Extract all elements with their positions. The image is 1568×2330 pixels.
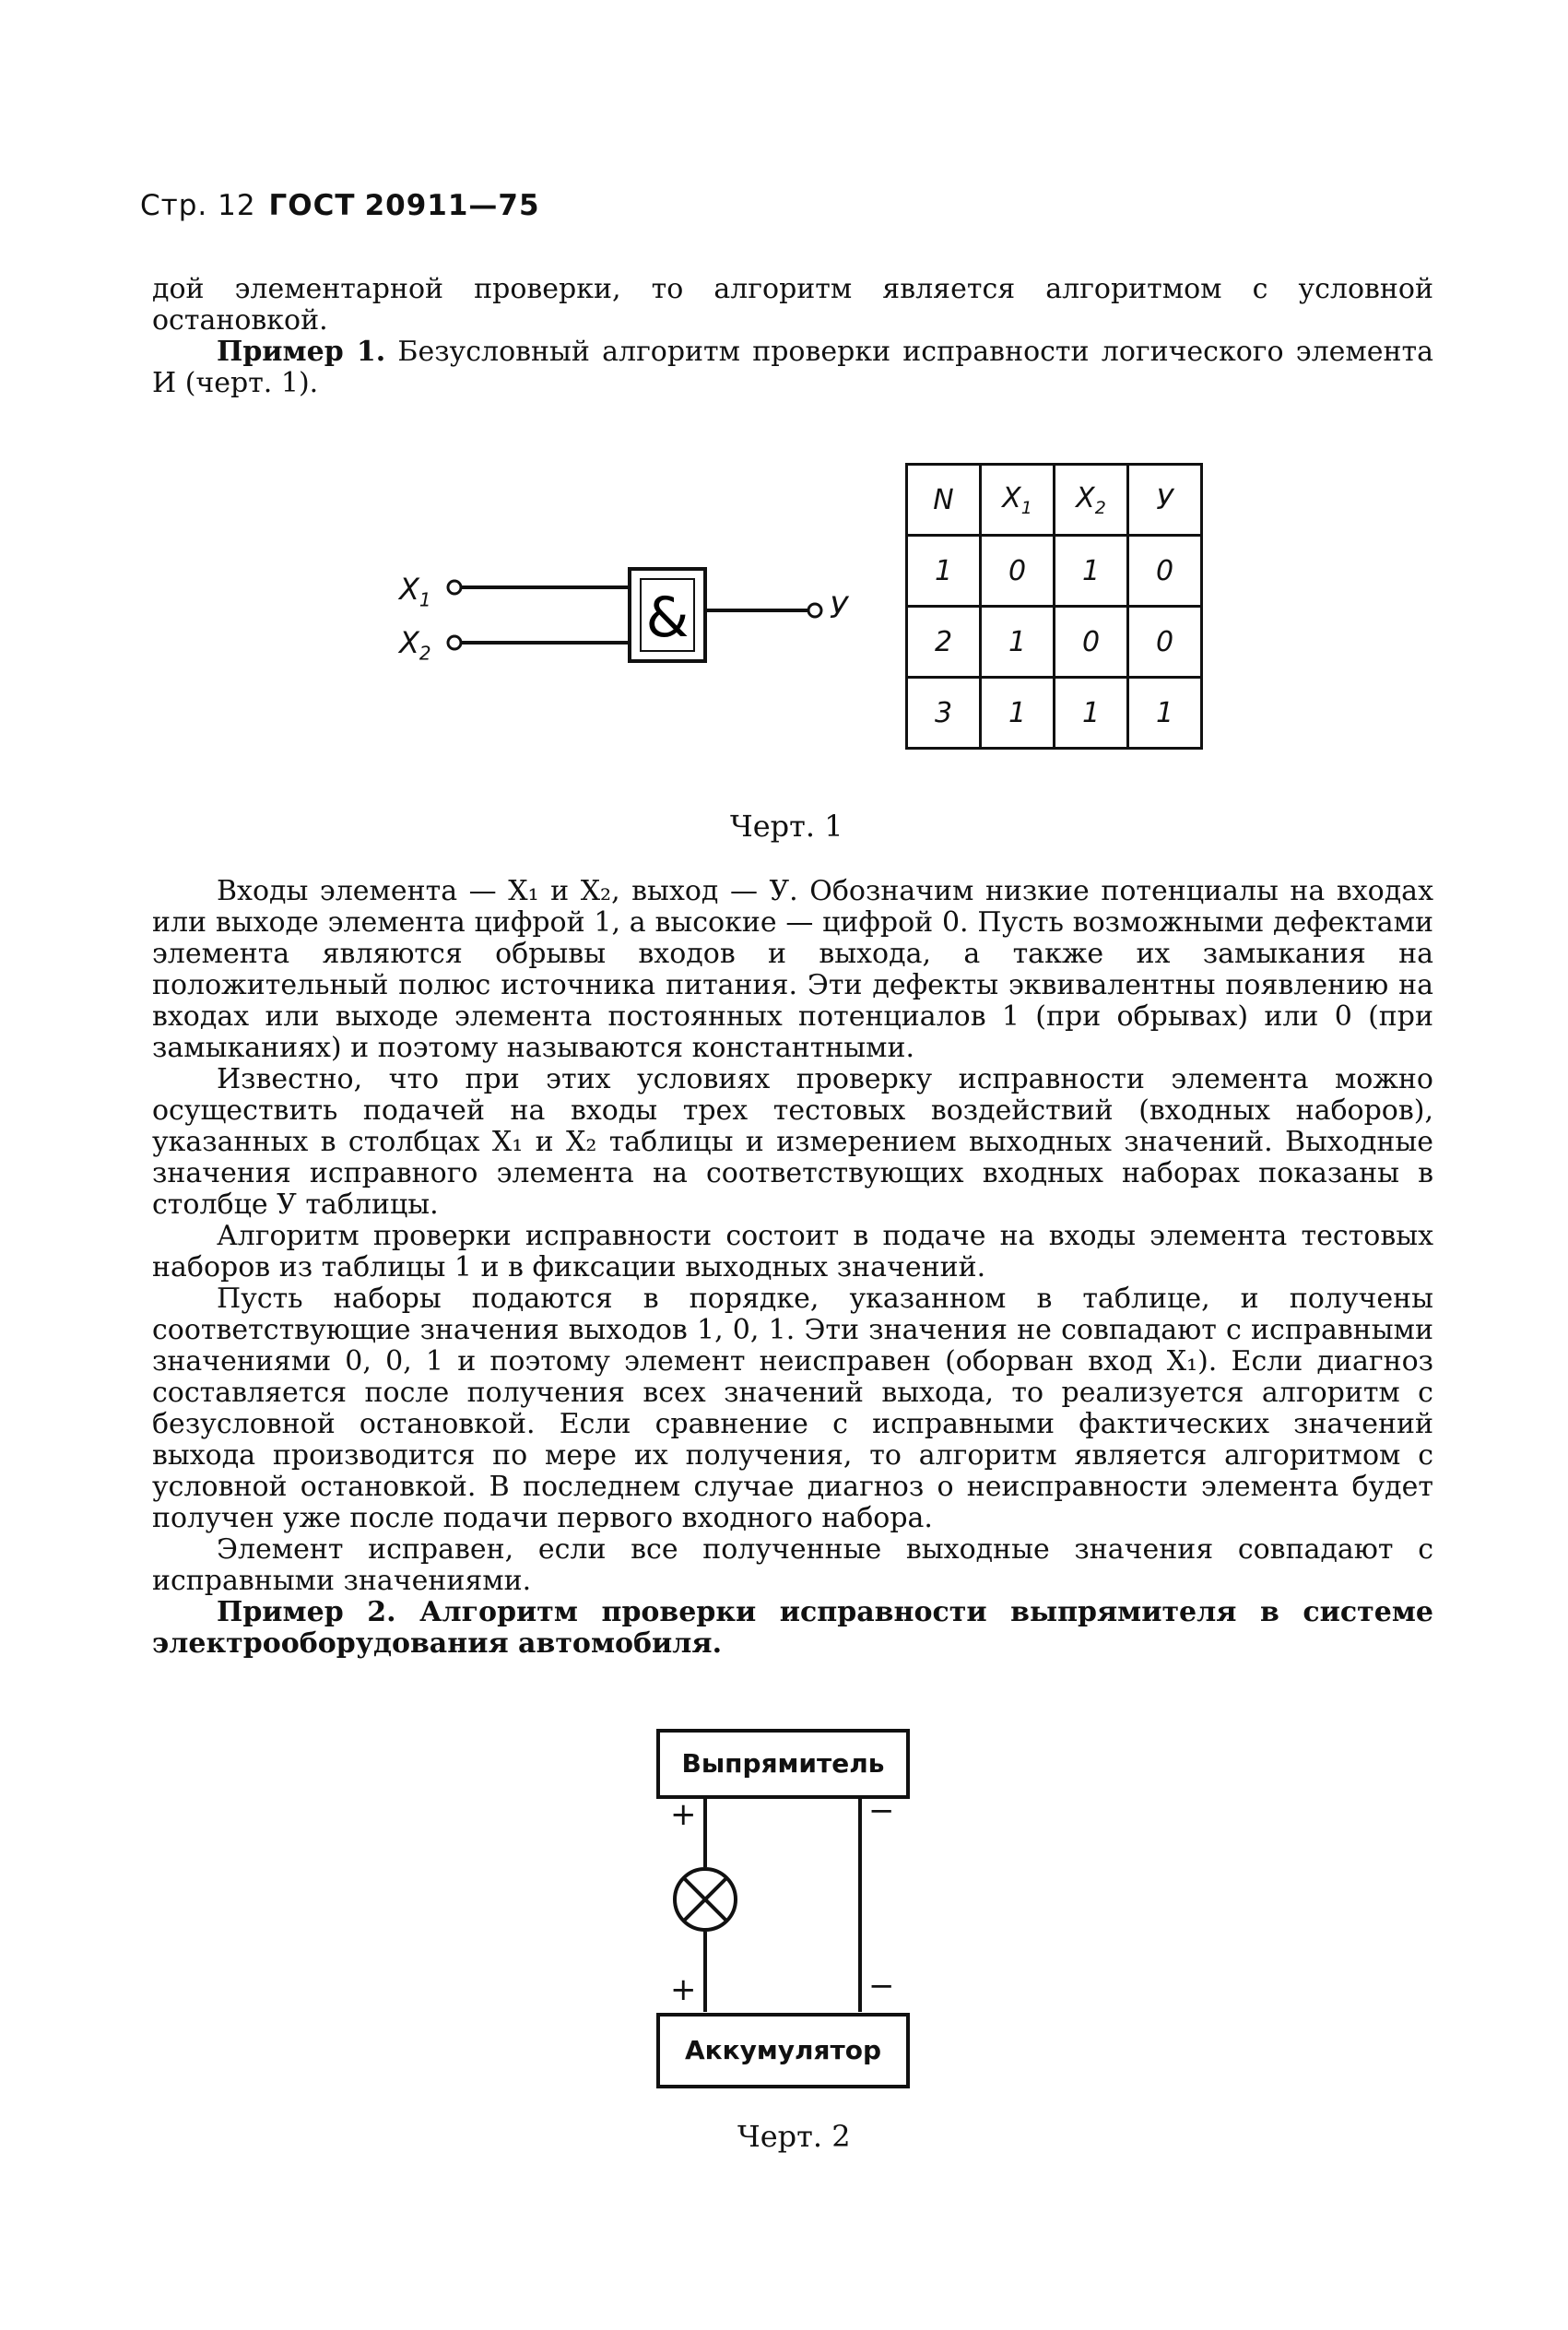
- standard-number: 20911—75: [364, 189, 540, 222]
- table-row: [907, 607, 1202, 678]
- table-header-cell: У: [1128, 465, 1202, 536]
- standard-name: ГОСТ: [268, 189, 356, 222]
- example-1-label: Пример 1.: [217, 336, 386, 368]
- paragraph: Элемент исправен, если все полученные выходные значения совпадают с исправными значениями.: [152, 1533, 1433, 1597]
- rectifier-box: Выпрямитель: [656, 1729, 910, 1799]
- plus-sign: +: [670, 1796, 697, 1833]
- table-cell: 0: [1128, 536, 1202, 607]
- table-cell: 1: [981, 678, 1055, 749]
- page-number: Стр. 12: [140, 189, 256, 222]
- output-label: У: [830, 590, 848, 625]
- figure-2-caption: Черт. 2: [737, 2119, 851, 2154]
- table-row: [907, 678, 1202, 749]
- table-row: [907, 536, 1202, 607]
- body-text: [152, 876, 1433, 1660]
- plus-sign: +: [670, 1971, 697, 2008]
- table-cell: 1: [1128, 678, 1202, 749]
- table-cell: 1: [1055, 536, 1128, 607]
- truth-table: [905, 463, 1203, 750]
- paragraph-continuation: дой элементарной проверки, то алгоритм является алгоритмом с условной остановкой.: [152, 273, 1433, 337]
- table-cell: 1: [907, 536, 981, 607]
- input2-terminal: [448, 636, 461, 649]
- example-2-heading: Пример 2. Алгоритм проверки исправности выпрямителя в системе электрооборудования автомобиля.: [152, 1596, 1433, 1660]
- table-cell: 3: [907, 678, 981, 749]
- example-1-text: Безусловный алгоритм проверки исправности логического элемента И (черт. 1).: [152, 336, 1433, 399]
- table-header-cell: $X_1$: [981, 465, 1055, 536]
- input1-label: $X_1$: [399, 572, 431, 611]
- table-header-row: [907, 465, 1202, 536]
- input1-terminal: [448, 581, 461, 594]
- battery-box: Аккумулятор: [656, 2013, 910, 2088]
- table-cell: 0: [1055, 607, 1128, 678]
- paragraph: Пусть наборы подаются в порядке, указанном в таблице, и получены соответствующие значения выходов 1, 0, 1. Эти значения не совпадают с исправными значениями 0, 0, 1 и поэтому элемент неисправен (оборван вход X₁). Если диагноз составляется после получения всех значений выхода, то реализуется алгоритм с безусловной остановкой. Если сравнение с исправными фактических значений выхода производится по мере их получения, то алгоритм является алгоритмом с условной остановкой. В последнем случае диагноз о неисправности элемента будет получен уже после подачи первого входного набора.: [152, 1283, 1433, 1534]
- table-cell: 2: [907, 607, 981, 678]
- minus-sign: −: [868, 1968, 895, 2005]
- table-cell: 1: [981, 607, 1055, 678]
- table-cell: 0: [1128, 607, 1202, 678]
- table-header-cell: N: [907, 465, 981, 536]
- table-cell: 0: [981, 536, 1055, 607]
- paragraph: Алгоритм проверки исправности состоит в подаче на входы элемента тестовых наборов из таблицы 1 и в фиксации выходных значений.: [152, 1220, 1433, 1283]
- output-terminal: [808, 604, 821, 617]
- minus-sign: −: [868, 1792, 895, 1829]
- input2-label: $X_2$: [399, 625, 431, 665]
- figure-1-caption: Черт. 1: [730, 809, 843, 844]
- and-gate-diagram: [0, 0, 1568, 922]
- table-cell: 1: [1055, 678, 1128, 749]
- gate-symbol: &: [645, 585, 690, 650]
- paragraph: Известно, что при этих условиях проверку исправности элемента можно осуществить подачей на входы трех тестовых воздействий (входных наборов), указанных в столбцах X₁ и X₂ таблицы и измерением выходных значений. Выходные значения исправного элемента на соответствующих входных наборах показаны в столбце У таблицы.: [152, 1063, 1433, 1221]
- table-header-cell: $X_2$: [1055, 465, 1128, 536]
- paragraph: Входы элемента — X₁ и X₂, выход — У. Обозначим низкие потенциалы на входах или выходе элемента цифрой 1, а высокие — цифрой 0. Пусть возможными дефектами элемента являются обрывы входов и выхода, а также их замыкания на положительный полюс источника питания. Эти дефекты эквивалентны появлению на входах или выходе элемента постоянных потенциалов 1 (при обрывах) или 0 (при замыканиях) и поэтому называются константными.: [152, 875, 1433, 1064]
